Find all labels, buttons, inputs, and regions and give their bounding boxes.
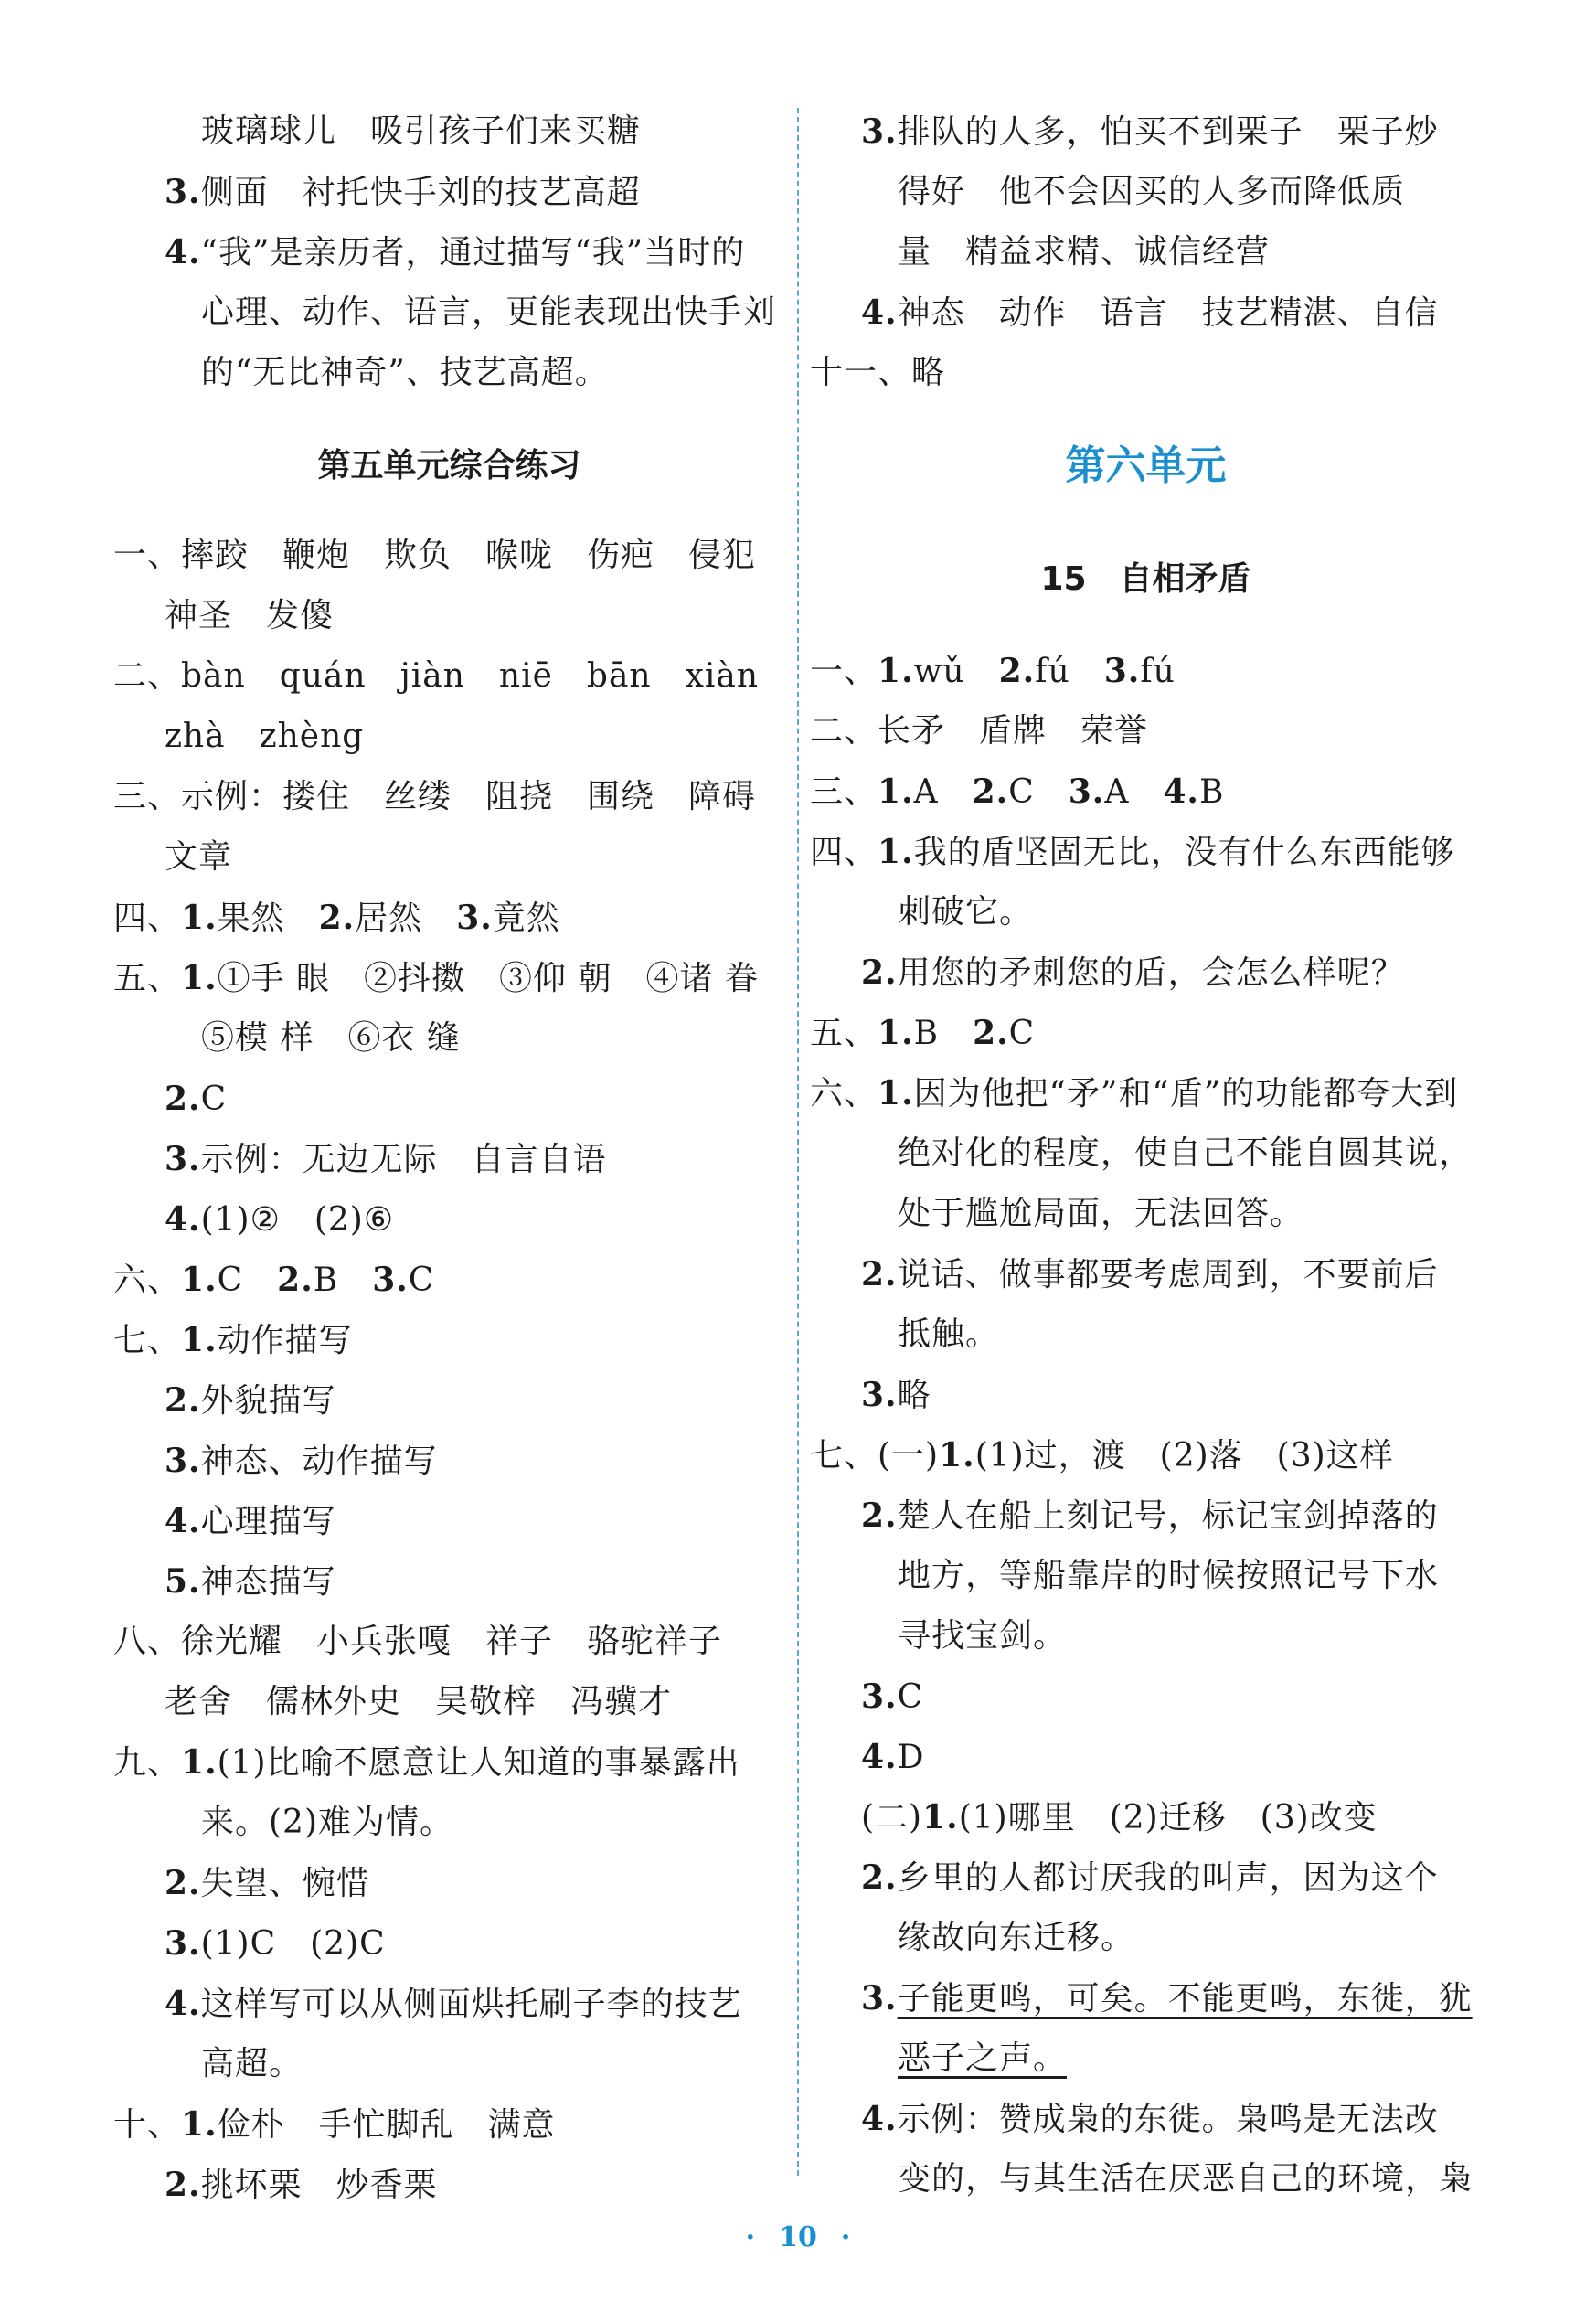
answer-line: 4.心理描写 (165, 1502, 336, 1540)
section-title: 第五单元综合练习 (317, 447, 581, 484)
answer-line: 4.示例：赞成枭的东徙。枭鸣是无法改 (861, 2100, 1439, 2138)
page-footer (0, 2220, 1596, 2256)
answer-line: 得好 他不会因买的人多而降低质 (898, 173, 1406, 210)
answer-line: 文章 (165, 838, 233, 876)
answer-line: 二、长矛 盾牌 荣誉 (810, 712, 1149, 750)
answer-line: 五、1.①手 眼 ②抖擞 ③仰 朝 ④诸 眷 (113, 959, 759, 997)
answer-line: 3.示例：无边无际 自言自语 (165, 1140, 607, 1178)
answer-line: 2.用您的矛刺您的盾，会怎么样呢？ (861, 953, 1405, 992)
answer-line: 寻找宝剑。 (898, 1617, 1068, 1655)
answer-line: 4.D (861, 1738, 925, 1776)
answer-line: 2.说话、做事都要考虑周到，不要前后 (861, 1255, 1439, 1294)
answer-line: 变的，与其生活在厌恶自己的环境，枭 (898, 2160, 1474, 2198)
footer-dot: · (840, 2221, 851, 2253)
answer-line: 六、1.C 2.B 3.C (113, 1261, 435, 1299)
answer-line: 一、1.wǔ 2.fú 3.fú (810, 652, 1176, 690)
page-number: 10 (779, 2221, 817, 2253)
underlined-text: 子能更鸣，可矣。不能更鸣，东徙，犹 (897, 1980, 1473, 2018)
answer-line: ⑤模 样 ⑥衣 缝 (201, 1019, 461, 1057)
answer-line: 4.这样写可以从侧面烘托刷子李的技艺 (165, 1985, 742, 2023)
answer-line: 2.C (165, 1080, 228, 1118)
answer-line: 4.神态 动作 语言 技艺精湛、自信 (861, 293, 1439, 332)
answer-line: 3.(1)C (2)C (165, 1924, 386, 1963)
answer-line: 3.侧面 衬托快手刘的技艺高超 (165, 173, 641, 211)
answer-line: 4.“我”是亲历者，通过描写“我”当时的 (165, 233, 746, 271)
answer-line: 十、1.俭朴 手忙脚乱 满意 (113, 2105, 556, 2144)
answer-line: 七、(一)1.(1)过，渡 (2)落 (3)这样 (810, 1436, 1394, 1475)
answer-line: 2.失望、惋惜 (165, 1864, 370, 1902)
answer-line: 二、bàn quán jiàn niē bān xiàn (113, 657, 760, 695)
answer-line: 神圣 发傻 (165, 597, 335, 634)
answer-line: 2.楚人在船上刻记号，标记宝剑掉落的 (861, 1496, 1439, 1535)
answer-line: 3.C (861, 1677, 924, 1716)
answer-line: 十一、略 (810, 354, 946, 391)
answer-line: 2.外貌描写 (165, 1381, 336, 1420)
lesson-title: 15 自相矛盾 (1040, 560, 1251, 598)
answer-line: 来。(2)难为情。 (201, 1804, 453, 1841)
underlined-text: 恶子之声。 (898, 2039, 1068, 2077)
answer-line: 的“无比神奇”、技艺高超。 (201, 354, 609, 391)
answer-line: 3.排队的人多，怕买不到栗子 栗子炒 (861, 112, 1439, 151)
footer-dot: · (745, 2221, 756, 2253)
answer-line: 抵触。 (898, 1315, 1000, 1353)
answer-line: 2.挑坏栗 炒香栗 (165, 2166, 438, 2204)
answer-line: 四、1.我的盾坚固无比，没有什么东西能够 (810, 833, 1455, 871)
answer-line: 3.子能更鸣，可矣。不能更鸣，东徙，犹 (861, 1979, 1473, 2018)
answer-line (898, 2037, 1067, 2081)
answer-line: 5.神态描写 (165, 1562, 336, 1601)
answer-line: 一、摔跤 鞭炮 欺负 喉咙 伤疤 侵犯 (113, 537, 757, 574)
answer-line: 五、1.B 2.C (810, 1014, 1036, 1052)
answer-line: 3.略 (861, 1376, 931, 1414)
answer-line: 六、1.因为他把“矛”和“盾”的功能都夸大到 (810, 1074, 1459, 1113)
answer-line: 地方，等船靠岸的时候按照记号下水 (898, 1557, 1440, 1594)
answer-line: (二)1.(1)哪里 (2)迁移 (3)改变 (861, 1798, 1378, 1837)
answer-line: 3.神态、动作描写 (165, 1442, 438, 1480)
answer-line: 老舍 儒林外史 吴敬梓 冯骥才 (165, 1683, 673, 1720)
answer-line: 高超。 (201, 2045, 303, 2082)
answer-line: 4.(1)② (2)⑥ (165, 1200, 395, 1239)
answer-line: 三、示例：搂住 丝缕 阻挠 围绕 障碍 (113, 778, 757, 815)
answer-line: zhà zhèng (165, 718, 365, 755)
answer-line: 玻璃球儿 吸引孩子们来买糖 (201, 112, 642, 150)
answer-line: 四、1.果然 2.居然 3.竟然 (113, 899, 560, 937)
answer-line: 心理、动作、语言，更能表现出快手刘 (201, 293, 777, 331)
unit-title: 第六单元 (1065, 442, 1227, 489)
answer-line: 七、1.动作描写 (113, 1321, 353, 1359)
column-divider (797, 108, 799, 2176)
answer-line: 刺破它。 (898, 893, 1034, 931)
answer-line: 缘故向东迁移。 (898, 1919, 1135, 1956)
answer-line: 量 精益求精、诚信经营 (898, 233, 1271, 271)
answer-line: 三、1.A 2.C 3.A 4.B (810, 772, 1225, 811)
answer-line: 八、徐光耀 小兵张嘎 祥子 骆驼祥子 (113, 1623, 723, 1660)
answer-line: 九、1.(1)比喻不愿意让人知道的事暴露出 (113, 1743, 740, 1782)
answer-line: 绝对化的程度，使自己不能自圆其说， (898, 1134, 1474, 1172)
answer-line: 2.乡里的人都讨厌我的叫声，因为这个 (861, 1858, 1439, 1897)
answer-line: 处于尴尬局面，无法回答。 (898, 1195, 1304, 1232)
